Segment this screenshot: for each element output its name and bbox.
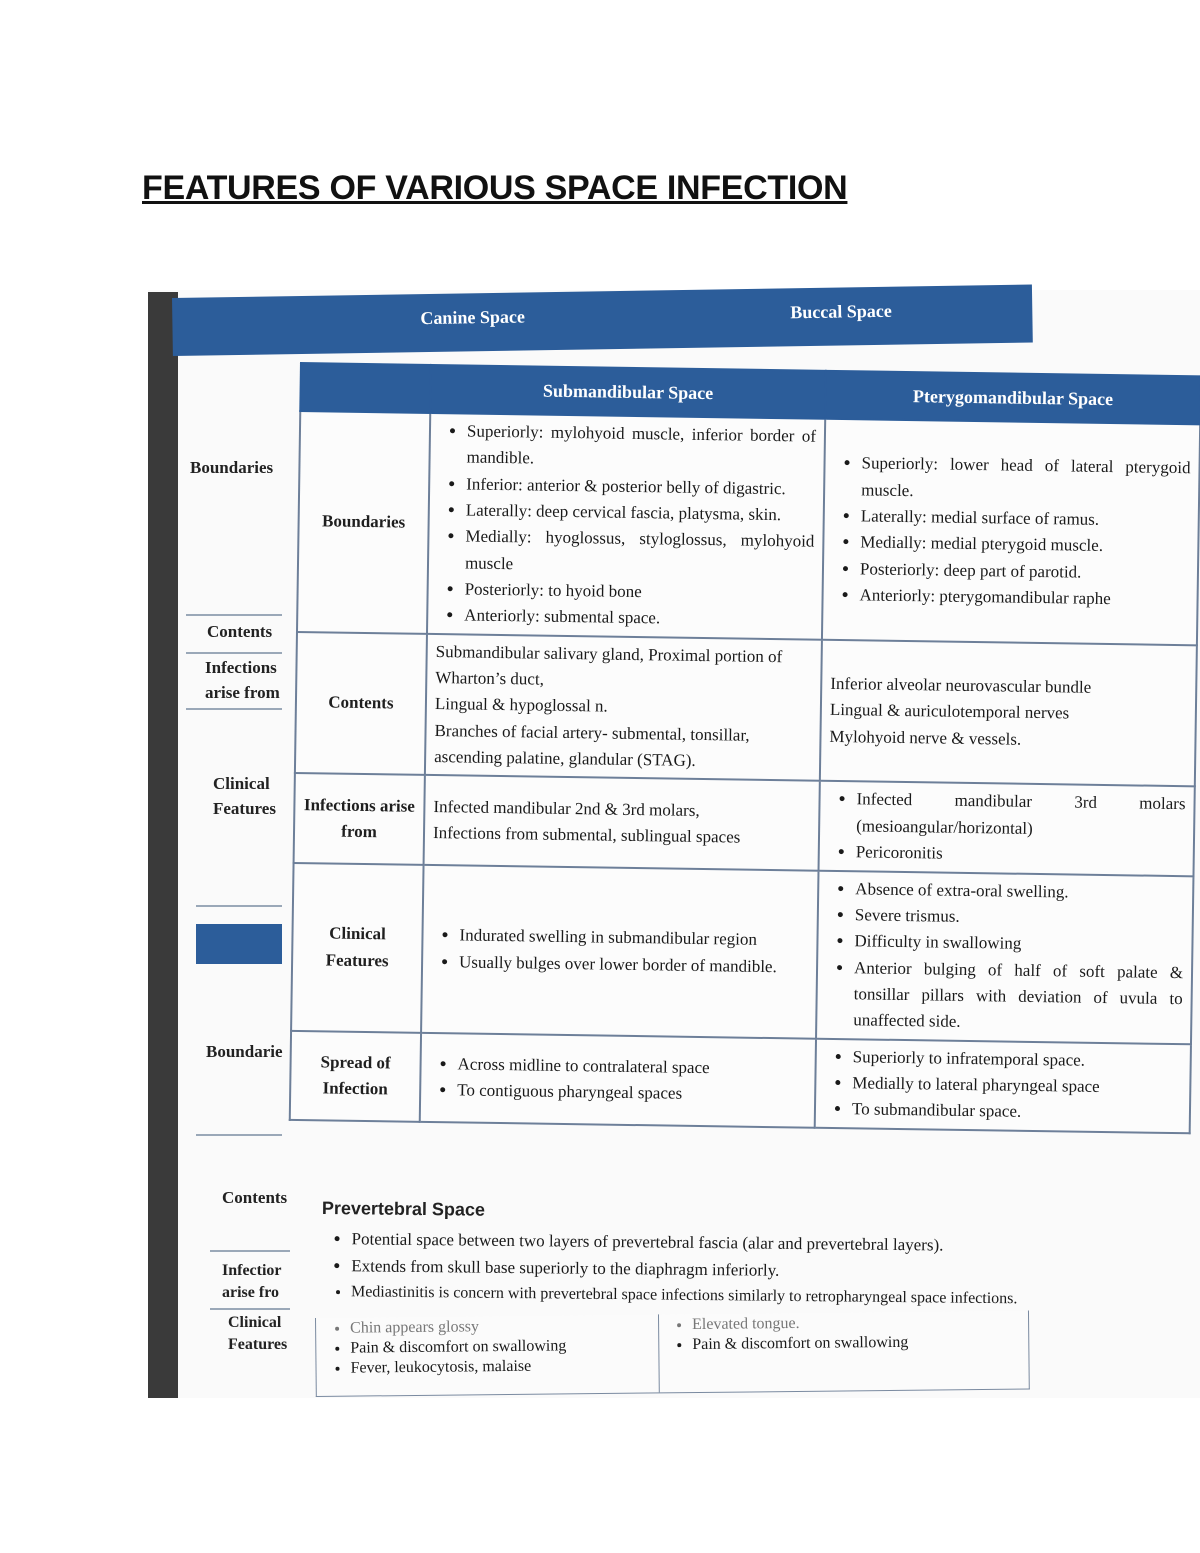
list-item: • To submandibular space. — [852, 1097, 1181, 1128]
list-item: • Superiorly: lower head of lateral pterygoid muscle. — [861, 451, 1191, 509]
table-row — [294, 773, 1195, 875]
pterygomandibular-header: Pterygomandibular Space — [825, 371, 1200, 425]
list-item: • Medially: hyoglossus, styloglossus, mylohyoid muscle — [465, 524, 815, 582]
pterygomandibular-spread — [815, 1038, 1191, 1133]
table-row — [291, 862, 1193, 1043]
list-item: • Across midline to contralateral space — [457, 1051, 806, 1083]
list-item: • Extends from skull base superiorly to the diaphragm inferiorly. — [351, 1252, 1191, 1288]
back-table-header-2 — [196, 924, 282, 964]
list-item: • Laterally: medial surface of ramus. — [861, 503, 1190, 534]
table-row — [290, 1031, 1191, 1133]
list-item: • Usually bulges over lower border of mandible. — [459, 949, 808, 981]
list-item: • Severe trismus. — [855, 902, 1184, 933]
pterygomandibular-infections — [819, 781, 1195, 876]
cell-line: Branches of facial artery- submental, tonsillar, ascending palatine, glandular (STAG). — [434, 720, 750, 771]
submandibular-spread — [420, 1032, 816, 1127]
list-item: • Anteriorly: pterygomandibular raphe — [859, 582, 1188, 613]
list-item: • Laterally: deep cervical fascia, platysma, skin. — [466, 498, 815, 530]
back-bottom-table — [315, 1311, 1030, 1397]
list-item: • Fever, leukocytosis, malaise — [350, 1356, 658, 1377]
cell-line: Mylohyoid nerve & vessels. — [829, 726, 1022, 749]
submandibular-contents — [425, 634, 822, 782]
back-divider — [210, 1308, 290, 1310]
list-item: • Inferior: anterior & posterior belly of digastric. — [466, 471, 815, 503]
list-item: • Superiorly to infratemporal space. — [853, 1044, 1182, 1075]
pterygomandibular-boundaries — [822, 419, 1200, 645]
list-item: • To contiguous pharyngeal spaces — [457, 1077, 806, 1109]
prevertebral-section — [321, 1198, 1192, 1314]
cell-line: Lingual & hypoglossal n. — [434, 694, 608, 717]
list-item: • Anteriorly: submental space. — [464, 603, 813, 635]
list-item: • Indurated swelling in submandibular region — [459, 923, 808, 955]
back-divider — [186, 652, 282, 654]
list-item: • Infected mandibular 3rd molars (mesioangular/horizontal) — [856, 787, 1186, 845]
row-label-contents: Contents — [295, 632, 427, 776]
page-title: FEATURES OF VARIOUS SPACE INFECTION — [142, 168, 848, 207]
back-row-label: Clinical Features — [213, 774, 276, 818]
list-item: • Pain & discomfort on swallowing — [692, 1333, 1028, 1355]
back-row-label: Boundaries — [190, 458, 274, 477]
cell-line: Infections from submental, sublingual spaces — [432, 823, 741, 847]
back-row-label: Contents — [207, 622, 273, 641]
back-divider — [196, 1134, 282, 1136]
list-item: • Pain & discomfort on swallowing — [350, 1336, 658, 1357]
back-divider — [210, 1250, 290, 1252]
back-row-label: Infectior arise fro — [222, 1262, 282, 1301]
cell-line: Inferior alveolar neurovascular bundle — [830, 673, 1092, 697]
list-item: • Medially: medial pterygoid muscle. — [860, 530, 1189, 561]
back-divider — [186, 614, 282, 616]
list-item: • Pericoronitis — [856, 839, 1185, 870]
row-label-clinical: Clinical Features — [291, 862, 423, 1032]
back-bottom-left — [316, 1314, 660, 1396]
buccal-space-header: Buccal Space — [790, 300, 892, 323]
back-row-label: Clinical Features — [228, 1314, 288, 1353]
list-item: • Elevated tongue. — [692, 1313, 1028, 1335]
list-item: • Difficulty in swallowing — [854, 928, 1183, 959]
table-row — [295, 632, 1197, 787]
list-item: • Posteriorly: to hyoid bone — [464, 577, 813, 609]
pterygomandibular-contents — [820, 640, 1197, 787]
list-item: • Medially to lateral pharyngeal space — [852, 1070, 1181, 1101]
cell-line: Submandibular salivary gland, Proximal portion of Wharton’s duct, — [435, 641, 783, 689]
cell-line: Infected mandibular 2nd & 3rd molars, — [433, 796, 700, 820]
row-label-spread: Spread of Infection — [290, 1031, 421, 1122]
back-divider — [186, 708, 282, 710]
submandibular-infections — [424, 775, 820, 870]
list-item: • Potential space between two layers of prevertebral fascia (alar and prevertebral layers). — [351, 1225, 1191, 1261]
list-item: • Chin appears glossy — [350, 1316, 658, 1337]
page-shadow-strip — [148, 292, 178, 1398]
space-infection-table — [289, 362, 1200, 1134]
cell-line: Lingual & auriculotemporal nerves — [829, 700, 1070, 723]
back-row-label: Boundarie — [206, 1042, 283, 1061]
submandibular-boundaries — [427, 413, 825, 640]
list-item: • Superiorly: mylohyoid muscle, inferior border of mandible. — [466, 418, 816, 476]
table-row — [297, 411, 1200, 645]
back-row-label: Infections arise from — [205, 658, 280, 702]
row-label-boundaries: Boundaries — [297, 411, 430, 634]
canine-space-header: Canine Space — [420, 306, 526, 329]
list-item: • Absence of extra-oral swelling. — [855, 876, 1184, 907]
pterygomandibular-clinical — [816, 870, 1193, 1044]
prevertebral-heading: Prevertebral Space — [321, 1198, 486, 1220]
back-divider — [196, 905, 282, 907]
submandibular-clinical — [421, 864, 818, 1038]
row-label-infections: Infections arise from — [294, 773, 425, 864]
list-item: • Posteriorly: deep part of parotid. — [860, 556, 1189, 587]
corner-header — [300, 363, 431, 413]
submandibular-header: Submandibular Space — [430, 365, 826, 419]
list-item: • Mediastinitis is concern with prevertebral space infections similarly to retropharyngeal space infections. — [351, 1280, 1191, 1314]
list-item: • Anterior bulging of half of soft palate & tonsillar pillars with deviation of uvula to unaffected side. — [853, 955, 1183, 1039]
back-row-label: Contents — [222, 1188, 288, 1207]
back-bottom-right — [658, 1311, 1028, 1357]
